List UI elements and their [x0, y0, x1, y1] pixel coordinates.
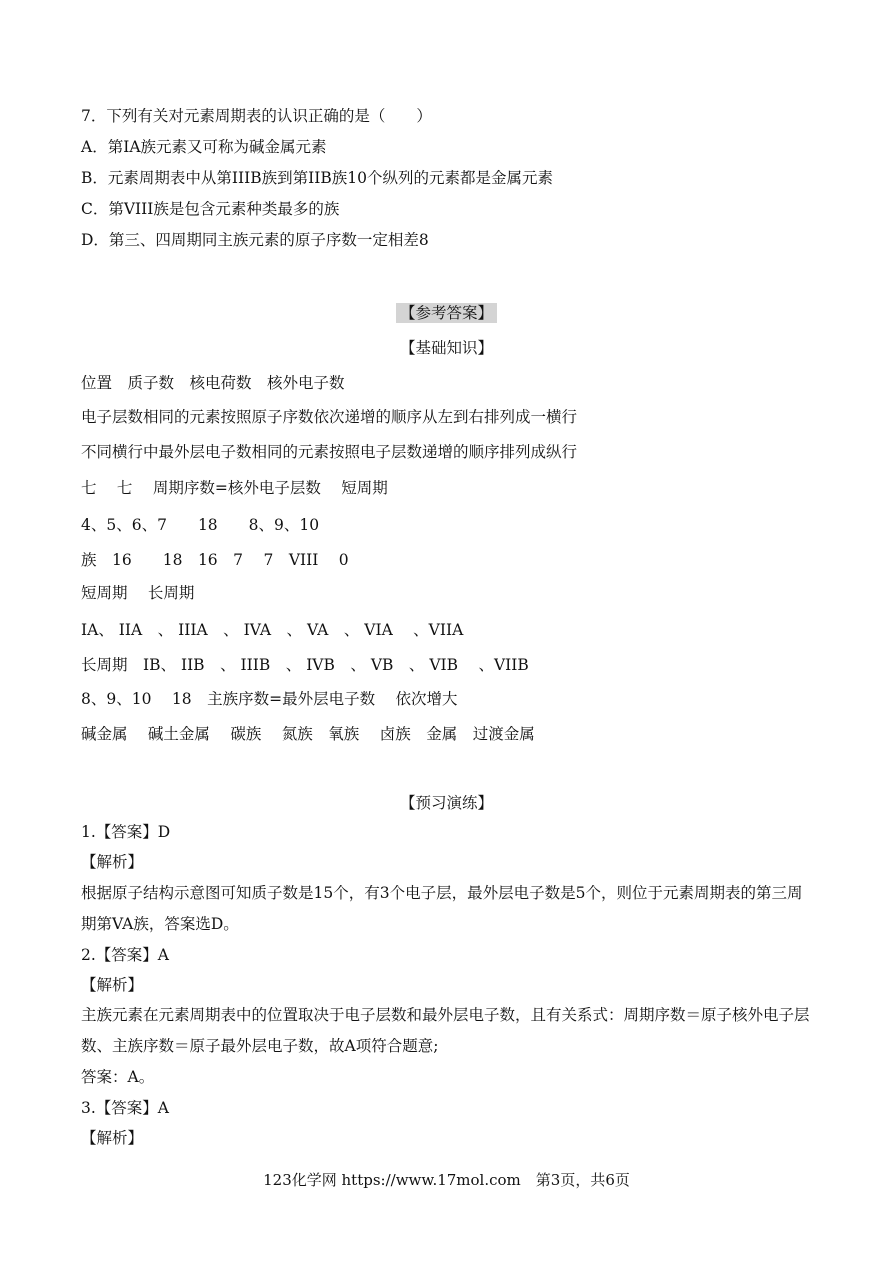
practice-2-answer: 2.【答案】A [81, 946, 169, 964]
practice-3-answer: 3.【答案】A [81, 1099, 169, 1117]
basic-line: 8、9、10 18 主族序数=最外层电子数 依次增大 [81, 690, 458, 708]
practice-2-analysis: 主族元素在元素周期表中的位置取决于电子层数和最外层电子数，且有关系式：周期序数＝原子核外电子层数、主族序数＝原子最外层电子数，故A项符合题意; [81, 1006, 810, 1055]
practice-1-analysis: 根据原子结构示意图可知质子数是15个，有3个电子层，最外层电子数是5个，则位于元素周期表的第三周期第VA族，答案选D。 [81, 884, 803, 933]
option-d: D．第三、四周期同主族元素的原子序数一定相差8 [81, 231, 429, 249]
page-footer: 123化学网 https://www.17mol.com 第3页，共6页 [263, 1171, 630, 1189]
basic-line: 族 16 18 16 7 7 VIII 0 [81, 551, 349, 569]
basic-line: 短周期 长周期 [81, 584, 195, 602]
answer-section-header [0, 302, 893, 324]
basic-knowledge-header: 【基础知识】 [399, 339, 493, 357]
option-b: B．元素周期表中从第IIIB族到第IIB族10个纵列的元素都是金属元素 [81, 169, 554, 187]
basic-line: 位置 质子数 核电荷数 核外电子数 [81, 374, 345, 392]
basic-line: IA、 IIA 、 IIIA 、 IVA 、 VA 、 VIA 、VIIA [81, 621, 464, 639]
basic-line: 长周期 IB、 IIB 、 IIIB 、 IVB 、 VB 、 VIB 、VIIB [81, 656, 529, 674]
basic-line: 电子层数相同的元素按照原子序数依次递增的顺序从左到右排列成一横行 [81, 408, 578, 426]
answer-header-label: 【参考答案】 [396, 303, 497, 323]
practice-3-analysis-label: 【解析】 [81, 1129, 144, 1147]
practice-1-answer: 1.【答案】D [81, 823, 171, 841]
option-c: C．第VIII族是包含元素种类最多的族 [81, 200, 340, 218]
basic-line: 4、5、6、7 18 8、9、10 [81, 516, 320, 534]
practice-header: 【预习演练】 [399, 794, 493, 812]
basic-line: 七 七 周期序数=核外电子层数 短周期 [81, 479, 388, 497]
practice-2-conclusion: 答案：A。 [81, 1068, 155, 1086]
practice-1-analysis-label: 【解析】 [81, 853, 144, 871]
practice-2-analysis-label: 【解析】 [81, 976, 144, 994]
question-stem: 7．下列有关对元素周期表的认识正确的是（ ） [81, 107, 432, 125]
basic-line: 碱金属 碱土金属 碳族 氮族 氧族 卤族 金属 过渡金属 [81, 725, 535, 743]
option-a: A．第IA族元素又可称为碱金属元素 [81, 138, 327, 156]
basic-line: 不同横行中最外层电子数相同的元素按照电子层数递增的顺序排列成纵行 [81, 443, 578, 461]
